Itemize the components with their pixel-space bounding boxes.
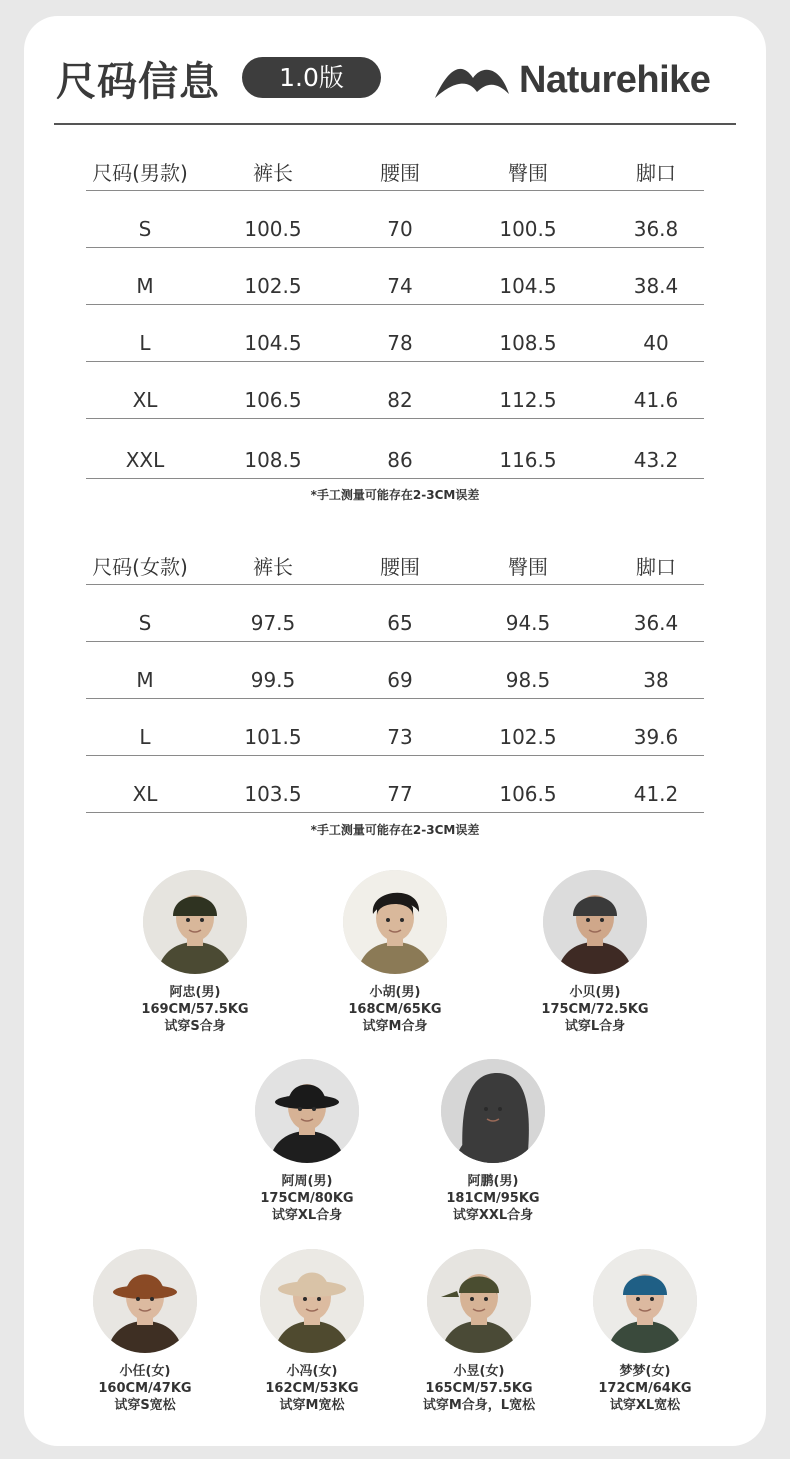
- table-header-row: [86, 158, 704, 191]
- column-header: 臀围: [508, 555, 548, 579]
- table-cell: 77: [387, 782, 413, 806]
- table-cell: 36.4: [633, 611, 679, 635]
- table-cell: 100.5: [244, 217, 302, 241]
- header-divider: [54, 123, 736, 125]
- model-name: 梦梦(女): [619, 1364, 671, 1379]
- model-photo: [260, 1249, 364, 1353]
- model-fit: 试穿M合身，L宽松: [422, 1398, 536, 1413]
- table-cell: 94.5: [505, 611, 551, 635]
- table-row: [86, 191, 704, 248]
- model-stats: 169CM/57.5KG: [141, 1002, 249, 1017]
- model-photo: [427, 1249, 531, 1353]
- column-header: 腰围: [380, 161, 420, 185]
- table-row: [86, 642, 704, 699]
- model-fit: 试穿L合身: [564, 1019, 626, 1034]
- model-name: 小昱(女): [453, 1364, 505, 1379]
- table-cell: 102.5: [244, 274, 302, 298]
- model-name: 小胡(男): [369, 985, 421, 1000]
- model-fit: 试穿XL宽松: [609, 1398, 681, 1413]
- model-stats: 175CM/80KG: [260, 1191, 354, 1206]
- model-card: [55, 1249, 235, 1414]
- table-cell: 116.5: [499, 448, 557, 472]
- table-cell: 38.4: [633, 274, 679, 298]
- table-row: [86, 756, 704, 813]
- model-info: [105, 984, 285, 1035]
- table-cell: 43.2: [633, 448, 679, 472]
- table-cell: L: [139, 725, 151, 749]
- model-card: [403, 1059, 583, 1224]
- model-photo: [143, 870, 247, 974]
- table-cell: 39.6: [633, 725, 679, 749]
- model-name: 阿鹏(男): [467, 1174, 519, 1189]
- table-cell: 104.5: [244, 331, 302, 355]
- column-header: 尺码(女款): [92, 555, 188, 579]
- model-fit: 试穿XL合身: [271, 1208, 343, 1223]
- model-stats: 162CM/53KG: [265, 1381, 359, 1396]
- model-info: [403, 1173, 583, 1224]
- model-card: [505, 870, 685, 1035]
- table-cell: L: [139, 331, 151, 355]
- model-info: [222, 1363, 402, 1414]
- table-cell: 108.5: [499, 331, 557, 355]
- model-fit: 试穿XXL合身: [452, 1208, 534, 1223]
- model-stats: 175CM/72.5KG: [541, 1002, 649, 1017]
- column-header: 脚口: [636, 161, 676, 185]
- men-measure-note: *手工测量可能存在2-3CM误差: [310, 488, 480, 502]
- table-cell: XXL: [125, 448, 165, 472]
- model-stats: 181CM/95KG: [446, 1191, 540, 1206]
- table-cell: 73: [387, 725, 413, 749]
- brand-name: Naturehike: [519, 59, 711, 101]
- table-row: [86, 305, 704, 362]
- table-cell: S: [138, 611, 152, 635]
- naturehike-logo: [433, 58, 743, 102]
- table-cell: 41.6: [633, 388, 679, 412]
- model-info: [389, 1363, 569, 1414]
- model-photo: [593, 1249, 697, 1353]
- model-stats: 165CM/57.5KG: [425, 1381, 533, 1396]
- table-cell: 41.2: [633, 782, 679, 806]
- table-cell: S: [138, 217, 152, 241]
- table-cell: 82: [387, 388, 413, 412]
- model-name: 小冯(女): [286, 1364, 338, 1379]
- women-size-table: [86, 552, 704, 813]
- model-photo: [441, 1059, 545, 1163]
- model-photo: [255, 1059, 359, 1163]
- model-name: 小任(女): [119, 1364, 171, 1379]
- table-cell: 100.5: [499, 217, 557, 241]
- table-cell: M: [136, 668, 154, 692]
- version-badge: 1.0版: [242, 57, 381, 98]
- model-card: [105, 870, 285, 1035]
- column-header: 臀围: [508, 161, 548, 185]
- model-fit: 试穿M宽松: [279, 1398, 345, 1413]
- page-title: 尺码信息: [56, 59, 220, 105]
- table-row: [86, 248, 704, 305]
- model-stats: 168CM/65KG: [348, 1002, 442, 1017]
- table-cell: 108.5: [244, 448, 302, 472]
- table-cell: 78: [387, 331, 413, 355]
- table-row: [86, 699, 704, 756]
- column-header: 脚口: [636, 555, 676, 579]
- model-fit: 试穿M合身: [362, 1019, 428, 1034]
- model-stats: 172CM/64KG: [598, 1381, 692, 1396]
- table-cell: 70: [387, 217, 413, 241]
- model-card: [217, 1059, 397, 1224]
- table-cell: 65: [387, 611, 413, 635]
- model-photo: [93, 1249, 197, 1353]
- table-row: [86, 585, 704, 642]
- table-row: [86, 362, 704, 419]
- table-cell: 40: [643, 331, 669, 355]
- model-fit: 试穿S宽松: [114, 1398, 176, 1413]
- model-info: [305, 984, 485, 1035]
- table-cell: 102.5: [499, 725, 557, 749]
- model-name: 小贝(男): [569, 985, 621, 1000]
- table-cell: 106.5: [499, 782, 557, 806]
- table-cell: M: [136, 274, 154, 298]
- model-card: [222, 1249, 402, 1414]
- table-cell: 36.8: [633, 217, 679, 241]
- table-cell: 86: [387, 448, 413, 472]
- model-name: 阿忠(男): [169, 985, 221, 1000]
- men-size-table: [86, 158, 704, 479]
- model-fit: 试穿S合身: [164, 1019, 226, 1034]
- table-cell: 104.5: [499, 274, 557, 298]
- table-cell: 74: [387, 274, 413, 298]
- model-info: [555, 1363, 735, 1414]
- table-cell: 99.5: [250, 668, 296, 692]
- table-cell: XL: [132, 782, 158, 806]
- column-header: 裤长: [253, 161, 293, 185]
- model-stats: 160CM/47KG: [98, 1381, 192, 1396]
- table-row: [86, 419, 704, 479]
- model-photo: [343, 870, 447, 974]
- model-info: [505, 984, 685, 1035]
- model-name: 阿周(男): [281, 1174, 333, 1189]
- table-cell: 103.5: [244, 782, 302, 806]
- table-header-row: [86, 552, 704, 585]
- table-cell: 69: [387, 668, 413, 692]
- model-card: [389, 1249, 569, 1414]
- table-cell: XL: [132, 388, 158, 412]
- model-info: [217, 1173, 397, 1224]
- model-photo: [543, 870, 647, 974]
- table-cell: 101.5: [244, 725, 302, 749]
- table-cell: 38: [643, 668, 669, 692]
- mountain-icon: [433, 60, 511, 100]
- column-header: 裤长: [253, 555, 293, 579]
- model-card: [555, 1249, 735, 1414]
- table-cell: 97.5: [250, 611, 296, 635]
- table-cell: 98.5: [505, 668, 551, 692]
- column-header: 腰围: [380, 555, 420, 579]
- column-header: 尺码(男款): [92, 161, 188, 185]
- model-card: [305, 870, 485, 1035]
- table-cell: 112.5: [499, 388, 557, 412]
- women-measure-note: *手工测量可能存在2-3CM误差: [310, 823, 480, 837]
- page-header: [0, 0, 790, 130]
- model-info: [55, 1363, 235, 1414]
- table-cell: 106.5: [244, 388, 302, 412]
